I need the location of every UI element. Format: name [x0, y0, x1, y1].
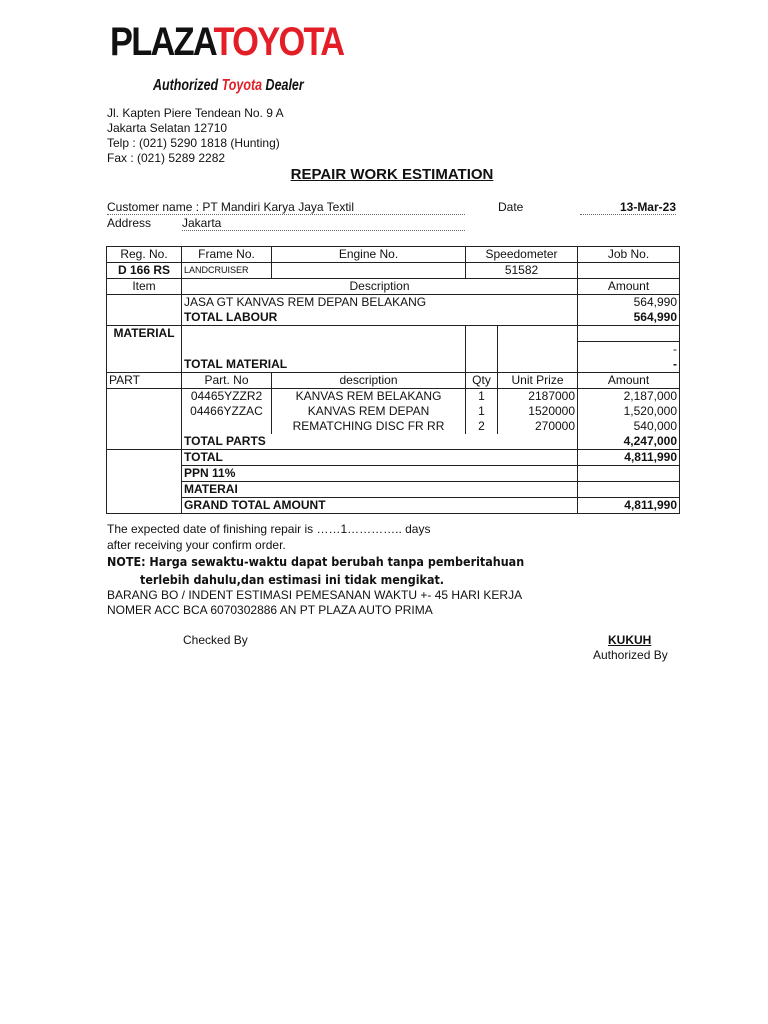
total-labour-row [107, 310, 680, 326]
dealer-tagline-pre: Authorized [153, 77, 222, 94]
total-material-value: - [578, 357, 680, 373]
address-line-2: Jakarta Selatan 12710 [107, 121, 228, 135]
checked-by-label: Checked By [183, 633, 248, 647]
amount-header: Amount [578, 279, 680, 295]
part-no: 04466YZZAC [182, 404, 272, 419]
part-unit-prize: 1520000 [498, 404, 578, 419]
part-amount: 2,187,000 [578, 389, 680, 405]
total-material-row [107, 357, 680, 373]
logo-plaza-text: PLAZA [110, 20, 214, 64]
part-amount: 540,000 [578, 419, 680, 434]
total-parts-row [107, 434, 680, 450]
phone-line: Telp : (021) 5290 1818 (Hunting) [107, 136, 280, 150]
part-qty: 1 [466, 389, 498, 405]
part-description: KANVAS REM BELAKANG [272, 389, 466, 405]
frame-no-value: LANDCRUISER [182, 263, 272, 279]
materai-label: MATERAI [182, 482, 578, 498]
grand-total-row [107, 498, 680, 514]
total-labour-label: TOTAL LABOUR [182, 310, 578, 326]
reg-no-header: Reg. No. [107, 247, 182, 263]
engine-no-value [272, 263, 466, 279]
part-unit-prize: 2187000 [498, 389, 578, 405]
speedometer-header: Speedometer [466, 247, 578, 263]
material-dash: - [578, 342, 680, 358]
speedometer-value: 51582 [466, 263, 578, 279]
labour-amount: 564,990 [578, 295, 680, 311]
materai-row [107, 482, 680, 498]
part-unit-prize: 270000 [498, 419, 578, 434]
part-no-header: Part. No [182, 373, 272, 389]
part-qty: 1 [466, 404, 498, 419]
logo [110, 22, 343, 62]
parts-header-row [107, 373, 680, 389]
grand-total-value: 4,811,990 [578, 498, 680, 514]
materai-value [578, 482, 680, 498]
authorized-by-label: Authorized By [593, 648, 668, 662]
total-material-label: TOTAL MATERIAL [182, 357, 466, 373]
date-value: 13-Mar-23 [580, 200, 676, 215]
estimation-table [106, 246, 680, 514]
item-header: Item [107, 279, 182, 295]
part-description-header: description [272, 373, 466, 389]
material-row-2 [107, 342, 680, 358]
note-line-2: terlebih dahulu,dan estimasi ini tidak mengikat. [140, 573, 445, 587]
document-title: REPAIR WORK ESTIMATION [290, 166, 494, 183]
ppn-row [107, 466, 680, 482]
part-qty: 2 [466, 419, 498, 434]
date-label: Date [498, 200, 524, 214]
frame-no-header: Frame No. [182, 247, 272, 263]
total-parts-value: 4,247,000 [578, 434, 680, 450]
bank-account-line: NOMER ACC BCA 6070302886 AN PT PLAZA AUTO PRIMA [107, 603, 433, 617]
signer-name: KUKUH [608, 633, 652, 647]
total-value: 4,811,990 [578, 450, 680, 466]
part-header: PART [107, 373, 182, 389]
finish-estimate-line: The expected date of finishing repair is ……1………….. days [107, 522, 431, 536]
unit-prize-header: Unit Prize [498, 373, 578, 389]
customer-name-value: PT Mandiri Karya Jaya Textil [202, 200, 354, 214]
address-label: Address [107, 216, 152, 230]
reg-no-value: D 166 RS [107, 263, 182, 279]
fax-line: Fax : (021) 5289 2282 [107, 151, 226, 165]
part-description: KANVAS REM DEPAN [272, 404, 466, 419]
total-label: TOTAL [182, 450, 578, 466]
job-no-header: Job No. [578, 247, 680, 263]
part-row [107, 389, 680, 405]
part-no: 04465YZZR2 [182, 389, 272, 405]
dealer-tagline-brand: Toyota [221, 77, 263, 94]
vehicle-header-row [107, 247, 680, 263]
indent-estimate-line: BARANG BO / INDENT ESTIMASI PEMESANAN WAKTU +- 45 HARI KERJA [107, 588, 523, 602]
logo-toyota-text: TOYOTA [213, 20, 344, 64]
labour-row [107, 295, 680, 311]
part-amount: 1,520,000 [578, 404, 680, 419]
dealer-tagline-post: Dealer [262, 77, 304, 94]
total-labour-value: 564,990 [578, 310, 680, 326]
dealer-tagline [153, 77, 304, 95]
ppn-value [578, 466, 680, 482]
address-value: Jakarta [182, 216, 465, 231]
vehicle-values-row [107, 263, 680, 279]
job-no-value [578, 263, 680, 279]
part-no [182, 419, 272, 434]
customer-name-row [107, 200, 465, 215]
total-parts-label: TOTAL PARTS [182, 434, 578, 450]
confirm-order-line: after receiving your confirm order. [107, 538, 286, 552]
part-description: REMATCHING DISC FR RR [272, 419, 466, 434]
part-amount-header: Amount [578, 373, 680, 389]
part-row [107, 419, 680, 434]
material-label: MATERIAL [107, 326, 182, 342]
note-line-1: NOTE: Harga sewaktu-waktu dapat berubah tanpa pemberitahuan [107, 555, 525, 569]
customer-name-label: Customer name : [107, 200, 203, 214]
engine-no-header: Engine No. [272, 247, 466, 263]
labour-header-row [107, 279, 680, 295]
description-header: Description [182, 279, 578, 295]
total-row [107, 450, 680, 466]
part-row [107, 404, 680, 419]
labour-description: JASA GT KANVAS REM DEPAN BELAKANG [182, 295, 578, 311]
grand-total-label: GRAND TOTAL AMOUNT [182, 498, 578, 514]
address-line-1: Jl. Kapten Piere Tendean No. 9 A [107, 106, 284, 120]
qty-header: Qty [466, 373, 498, 389]
material-row-1 [107, 326, 680, 342]
ppn-label: PPN 11% [182, 466, 578, 482]
